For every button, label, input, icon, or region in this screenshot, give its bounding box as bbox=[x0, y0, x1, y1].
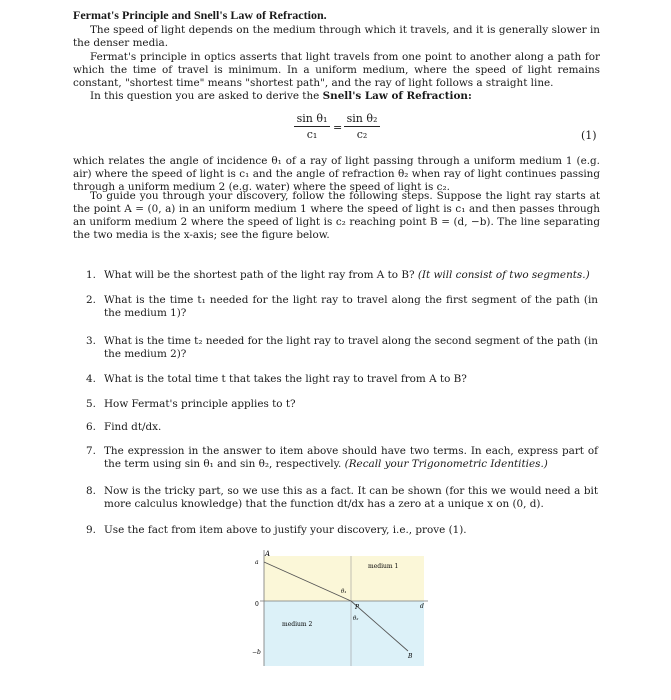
question-text: Find dt/dx. bbox=[104, 421, 162, 433]
question-text: Use the fact from item above to justify your discovery, i.e., prove (1). bbox=[104, 524, 467, 536]
medium-1-label: medium 1 bbox=[368, 563, 399, 570]
question-text: What is the time t₁ needed for the light ray to travel along the first segment of the path (in the medium 1)? bbox=[104, 294, 598, 319]
equation-right-denominator: c₂ bbox=[356, 128, 368, 141]
question-number: 6. bbox=[86, 421, 96, 433]
question-note: (Recall your Trigonometric Identities.) bbox=[344, 458, 548, 470]
question-text: What will be the shortest path of the light ray from A to B? bbox=[104, 269, 415, 281]
equation-right-fraction bbox=[344, 112, 380, 141]
question-number: 5. bbox=[86, 398, 96, 410]
equation-right-numerator: sin θ₂ bbox=[344, 112, 380, 127]
intro-paragraph-1: The speed of light depends on the medium through which it travels, and it is generally slower in the denser media. bbox=[73, 24, 600, 49]
y-value-a-label: a bbox=[255, 559, 259, 566]
equation-number: (1) bbox=[581, 129, 597, 142]
point-a-label: A bbox=[265, 550, 271, 558]
question-number: 1. bbox=[86, 269, 96, 281]
question-number: 9. bbox=[86, 524, 96, 536]
point-p-label: P bbox=[355, 604, 360, 611]
equation-explanation: which relates the angle of incidence θ₁ of a ray of light passing through a uniform medium 1 (e.g. air) where the speed of light is c₁ and the angle of refraction θ₂ when ray of light continues passing through a uniform medium 2 (e.g. water) where the speed of light is c₂. bbox=[73, 155, 600, 193]
equation-left-fraction bbox=[294, 112, 330, 141]
intro-paragraph-2: Fermat's principle in optics asserts that light travels from one point to another along a path for which the time of travel is minimum. In a uniform medium, where the speed of light remains constant, "shortest time" means "shortest path", and the ray of light follows a straight line. bbox=[73, 51, 600, 89]
question-text: The expression in the answer to item above should have two terms. In each, express part of the term using sin θ₁ and sin θ₂, respectively. bbox=[104, 445, 598, 470]
theta-1-label: θ₁ bbox=[341, 589, 347, 595]
page-title: Fermat's Principle and Snell's Law of Refraction. bbox=[73, 8, 327, 22]
medium-2-label: medium 2 bbox=[282, 621, 313, 628]
y-value-minus-b-label: −b bbox=[252, 649, 261, 656]
equation-equals: = bbox=[333, 121, 343, 134]
intro-paragraph-3-text: In this question you are asked to derive the bbox=[90, 90, 320, 102]
question-text: What is the time t₂ needed for the light ray to travel along the second segment of the path (in the medium 2)? bbox=[104, 335, 598, 360]
question-note: (It will consist of two segments.) bbox=[417, 269, 590, 281]
question-text: Now is the tricky part, so we use this as a fact. It can be shown (for this we would need a bit more calculus knowledge) that the function dt/dx has a zero at a unique x on (0, d). bbox=[104, 485, 598, 510]
question-number: 8. bbox=[86, 485, 96, 497]
medium-2-region bbox=[264, 601, 424, 666]
refraction-figure bbox=[250, 548, 430, 668]
question-text: How Fermat's principle applies to t? bbox=[104, 398, 296, 410]
question-number: 2. bbox=[86, 294, 96, 306]
question-number: 3. bbox=[86, 335, 96, 347]
origin-label: 0 bbox=[255, 601, 259, 608]
equation-left-numerator: sin θ₁ bbox=[294, 112, 330, 127]
intro-paragraph-3 bbox=[73, 90, 600, 103]
point-b-label: B bbox=[408, 653, 413, 660]
equation-left-denominator: c₁ bbox=[306, 128, 318, 141]
guide-paragraph: To guide you through your discovery, follow the following steps. Suppose the light ray starts at the point A = (0, a) in an uniform medium 1 where the speed of light is c₁ and then passes through an uniform medium 2 where the speed of light is c₂ reaching point B = (d, −b). The line separating the two media is the x-axis; see the figure below. bbox=[73, 190, 600, 241]
x-value-d-label: d bbox=[420, 603, 424, 610]
snell-law-heading: Snell's Law of Refraction: bbox=[322, 90, 472, 102]
question-text: What is the total time t that takes the light ray to travel from A to B? bbox=[104, 373, 467, 385]
question-number: 4. bbox=[86, 373, 96, 385]
question-number: 7. bbox=[86, 445, 96, 457]
theta-2-label: θ₂ bbox=[353, 616, 359, 622]
